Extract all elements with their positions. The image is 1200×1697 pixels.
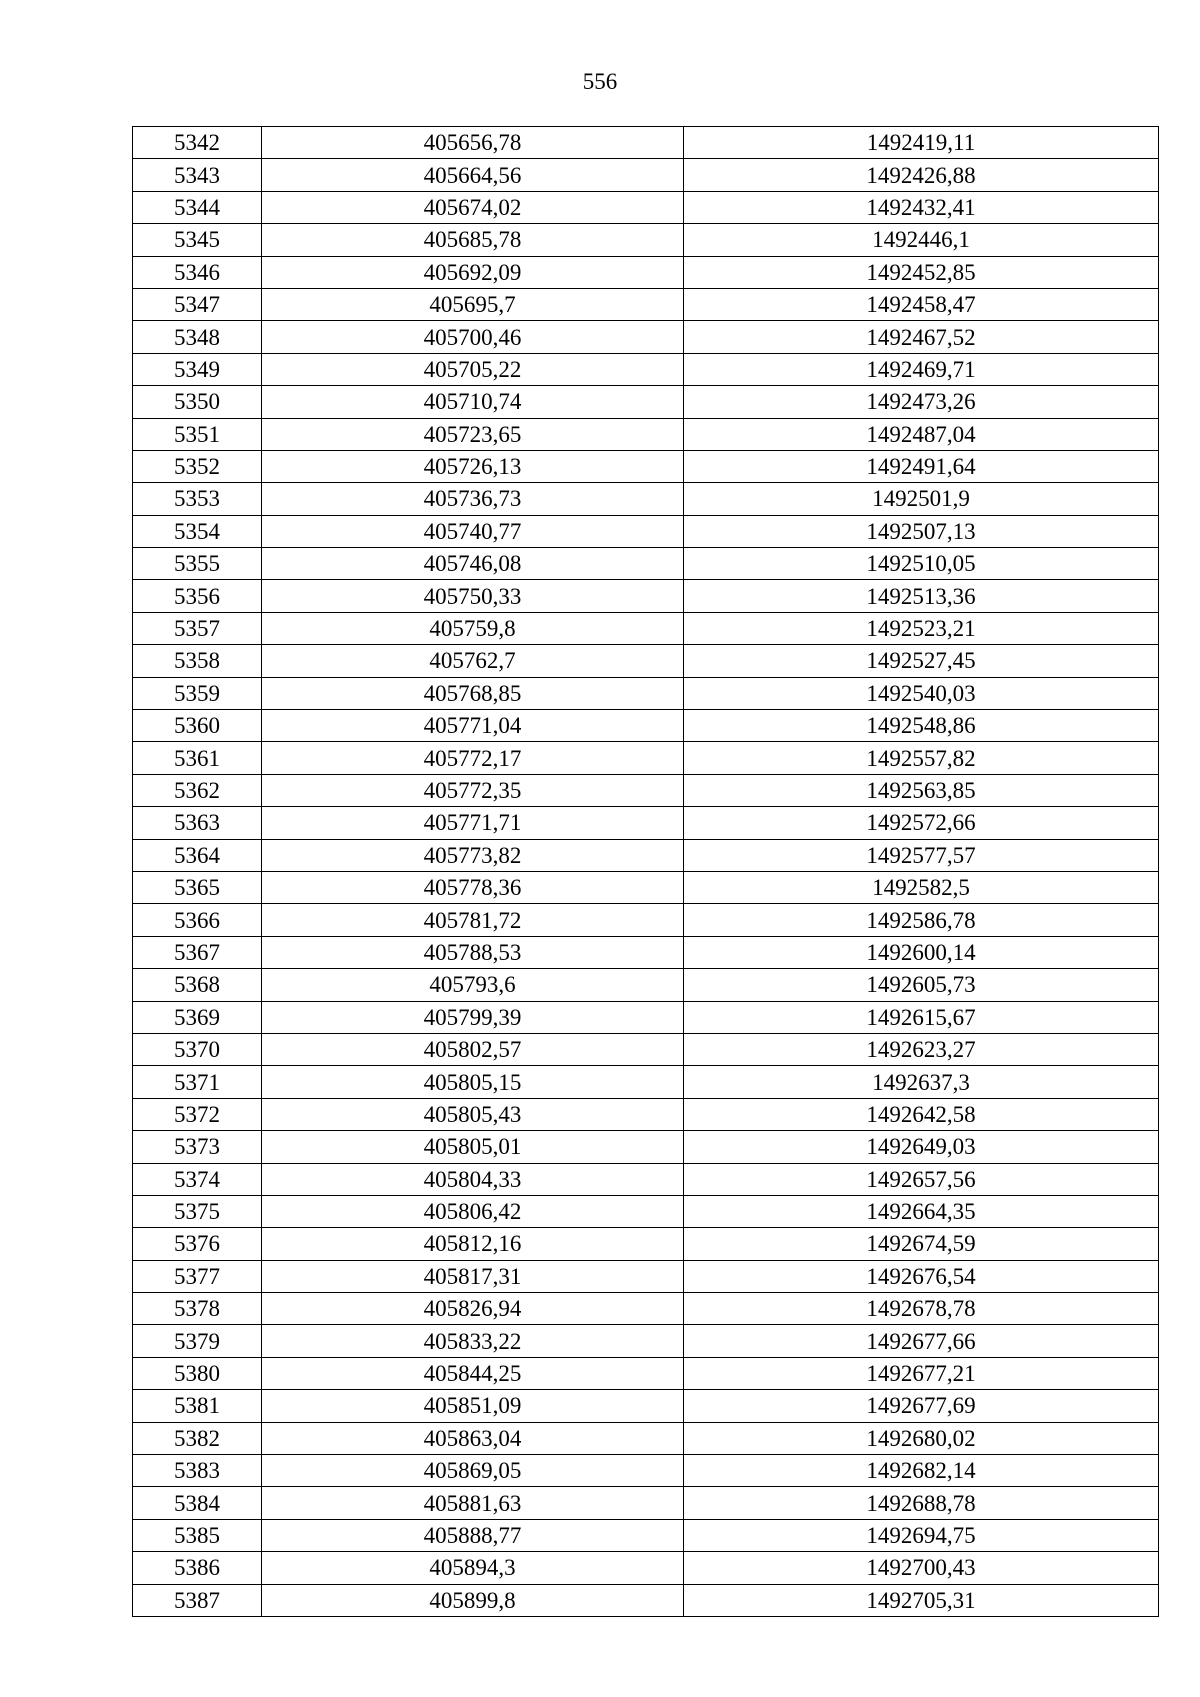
point-number-cell: 5378: [133, 1293, 262, 1325]
y-coordinate-cell: 1492680,02: [684, 1422, 1159, 1454]
point-number-cell: 5369: [133, 1001, 262, 1033]
y-coordinate-cell: 1492548,86: [684, 710, 1159, 742]
table-row: [133, 127, 1159, 159]
point-number-cell: 5373: [133, 1131, 262, 1163]
point-number-cell: 5385: [133, 1519, 262, 1551]
point-number-cell: 5368: [133, 969, 262, 1001]
x-coordinate-cell: 405768,85: [262, 677, 684, 709]
x-coordinate-cell: 405799,39: [262, 1001, 684, 1033]
table-row: [133, 904, 1159, 936]
x-coordinate-cell: 405759,8: [262, 612, 684, 644]
point-number-cell: 5383: [133, 1455, 262, 1487]
x-coordinate-cell: 405805,15: [262, 1066, 684, 1098]
table-row: [133, 191, 1159, 223]
y-coordinate-cell: 1492637,3: [684, 1066, 1159, 1098]
table-row: [133, 1163, 1159, 1195]
y-coordinate-cell: 1492523,21: [684, 612, 1159, 644]
point-number-cell: 5354: [133, 515, 262, 547]
y-coordinate-cell: 1492678,78: [684, 1293, 1159, 1325]
point-number-cell: 5376: [133, 1228, 262, 1260]
x-coordinate-cell: 405781,72: [262, 904, 684, 936]
page-number: 556: [582, 69, 618, 94]
point-number-cell: 5356: [133, 580, 262, 612]
point-number-cell: 5381: [133, 1390, 262, 1422]
y-coordinate-cell: 1492688,78: [684, 1487, 1159, 1519]
point-number-cell: 5377: [133, 1260, 262, 1292]
x-coordinate-cell: 405710,74: [262, 386, 684, 418]
y-coordinate-cell: 1492557,82: [684, 742, 1159, 774]
table-row: [133, 871, 1159, 903]
y-coordinate-cell: 1492527,45: [684, 645, 1159, 677]
y-coordinate-cell: 1492501,9: [684, 483, 1159, 515]
table-row: [133, 548, 1159, 580]
y-coordinate-cell: 1492586,78: [684, 904, 1159, 936]
x-coordinate-cell: 405869,05: [262, 1455, 684, 1487]
point-number-cell: 5362: [133, 774, 262, 806]
x-coordinate-cell: 405695,7: [262, 288, 684, 320]
y-coordinate-cell: 1492664,35: [684, 1195, 1159, 1227]
table-row: [133, 353, 1159, 385]
point-number-cell: 5360: [133, 710, 262, 742]
point-number-cell: 5379: [133, 1325, 262, 1357]
y-coordinate-cell: 1492577,57: [684, 839, 1159, 871]
table-row: [133, 1293, 1159, 1325]
table-row: [133, 839, 1159, 871]
y-coordinate-cell: 1492572,66: [684, 807, 1159, 839]
y-coordinate-cell: 1492600,14: [684, 936, 1159, 968]
x-coordinate-cell: 405778,36: [262, 871, 684, 903]
table-row: [133, 1487, 1159, 1519]
point-number-cell: 5366: [133, 904, 262, 936]
point-number-cell: 5386: [133, 1552, 262, 1584]
table-row: [133, 1552, 1159, 1584]
point-number-cell: 5343: [133, 159, 262, 191]
point-number-cell: 5371: [133, 1066, 262, 1098]
x-coordinate-cell: 405894,3: [262, 1552, 684, 1584]
y-coordinate-cell: 1492700,43: [684, 1552, 1159, 1584]
y-coordinate-cell: 1492452,85: [684, 256, 1159, 288]
x-coordinate-cell: 405723,65: [262, 418, 684, 450]
y-coordinate-cell: 1492657,56: [684, 1163, 1159, 1195]
table-row: [133, 1195, 1159, 1227]
x-coordinate-cell: 405805,43: [262, 1098, 684, 1130]
y-coordinate-cell: 1492467,52: [684, 321, 1159, 353]
table-row: [133, 1422, 1159, 1454]
point-number-cell: 5372: [133, 1098, 262, 1130]
y-coordinate-cell: 1492677,21: [684, 1357, 1159, 1389]
x-coordinate-cell: 405899,8: [262, 1584, 684, 1616]
table-row: [133, 1033, 1159, 1065]
y-coordinate-cell: 1492432,41: [684, 191, 1159, 223]
point-number-cell: 5352: [133, 450, 262, 482]
y-coordinate-cell: 1492473,26: [684, 386, 1159, 418]
point-number-cell: 5364: [133, 839, 262, 871]
table-row: [133, 580, 1159, 612]
table-row: [133, 969, 1159, 1001]
x-coordinate-cell: 405762,7: [262, 645, 684, 677]
x-coordinate-cell: 405805,01: [262, 1131, 684, 1163]
x-coordinate-cell: 405700,46: [262, 321, 684, 353]
y-coordinate-cell: 1492469,71: [684, 353, 1159, 385]
y-coordinate-cell: 1492677,69: [684, 1390, 1159, 1422]
table-row: [133, 224, 1159, 256]
y-coordinate-cell: 1492446,1: [684, 224, 1159, 256]
x-coordinate-cell: 405773,82: [262, 839, 684, 871]
point-number-cell: 5357: [133, 612, 262, 644]
table-row: [133, 321, 1159, 353]
point-number-cell: 5344: [133, 191, 262, 223]
y-coordinate-cell: 1492510,05: [684, 548, 1159, 580]
x-coordinate-cell: 405772,35: [262, 774, 684, 806]
point-number-cell: 5348: [133, 321, 262, 353]
x-coordinate-cell: 405863,04: [262, 1422, 684, 1454]
table-row: [133, 645, 1159, 677]
table-row: [133, 1131, 1159, 1163]
x-coordinate-cell: 405826,94: [262, 1293, 684, 1325]
y-coordinate-cell: 1492623,27: [684, 1033, 1159, 1065]
table-row: [133, 807, 1159, 839]
y-coordinate-cell: 1492642,58: [684, 1098, 1159, 1130]
point-number-cell: 5342: [133, 127, 262, 159]
y-coordinate-cell: 1492426,88: [684, 159, 1159, 191]
y-coordinate-cell: 1492419,11: [684, 127, 1159, 159]
y-coordinate-cell: 1492563,85: [684, 774, 1159, 806]
table-row: [133, 288, 1159, 320]
y-coordinate-cell: 1492491,64: [684, 450, 1159, 482]
table-row: [133, 677, 1159, 709]
x-coordinate-cell: 405772,17: [262, 742, 684, 774]
y-coordinate-cell: 1492705,31: [684, 1584, 1159, 1616]
table-row: [133, 1519, 1159, 1551]
x-coordinate-cell: 405817,31: [262, 1260, 684, 1292]
point-number-cell: 5361: [133, 742, 262, 774]
table-row: [133, 1584, 1159, 1616]
point-number-cell: 5347: [133, 288, 262, 320]
table-row: [133, 1228, 1159, 1260]
point-number-cell: 5351: [133, 418, 262, 450]
y-coordinate-cell: 1492605,73: [684, 969, 1159, 1001]
x-coordinate-cell: 405802,57: [262, 1033, 684, 1065]
x-coordinate-cell: 405685,78: [262, 224, 684, 256]
table-row: [133, 515, 1159, 547]
table-row: [133, 386, 1159, 418]
x-coordinate-cell: 405844,25: [262, 1357, 684, 1389]
y-coordinate-cell: 1492507,13: [684, 515, 1159, 547]
point-number-cell: 5355: [133, 548, 262, 580]
x-coordinate-cell: 405771,71: [262, 807, 684, 839]
point-number-cell: 5363: [133, 807, 262, 839]
table-row: [133, 1390, 1159, 1422]
point-number-cell: 5358: [133, 645, 262, 677]
point-number-cell: 5380: [133, 1357, 262, 1389]
y-coordinate-cell: 1492676,54: [684, 1260, 1159, 1292]
table-row: [133, 1455, 1159, 1487]
y-coordinate-cell: 1492458,47: [684, 288, 1159, 320]
point-number-cell: 5365: [133, 871, 262, 903]
point-number-cell: 5349: [133, 353, 262, 385]
point-number-cell: 5345: [133, 224, 262, 256]
y-coordinate-cell: 1492615,67: [684, 1001, 1159, 1033]
point-number-cell: 5346: [133, 256, 262, 288]
table-row: [133, 1357, 1159, 1389]
x-coordinate-cell: 405656,78: [262, 127, 684, 159]
point-number-cell: 5370: [133, 1033, 262, 1065]
coordinates-table: [132, 126, 1159, 1617]
x-coordinate-cell: 405793,6: [262, 969, 684, 1001]
table-row: [133, 1325, 1159, 1357]
x-coordinate-cell: 405833,22: [262, 1325, 684, 1357]
x-coordinate-cell: 405804,33: [262, 1163, 684, 1195]
point-number-cell: 5367: [133, 936, 262, 968]
x-coordinate-cell: 405746,08: [262, 548, 684, 580]
table-row: [133, 256, 1159, 288]
y-coordinate-cell: 1492674,59: [684, 1228, 1159, 1260]
x-coordinate-cell: 405812,16: [262, 1228, 684, 1260]
x-coordinate-cell: 405750,33: [262, 580, 684, 612]
table-row: [133, 710, 1159, 742]
x-coordinate-cell: 405705,22: [262, 353, 684, 385]
y-coordinate-cell: 1492582,5: [684, 871, 1159, 903]
point-number-cell: 5384: [133, 1487, 262, 1519]
coordinates-table-body: [133, 127, 1159, 1617]
y-coordinate-cell: 1492540,03: [684, 677, 1159, 709]
x-coordinate-cell: 405664,56: [262, 159, 684, 191]
point-number-cell: 5359: [133, 677, 262, 709]
table-row: [133, 774, 1159, 806]
point-number-cell: 5387: [133, 1584, 262, 1616]
point-number-cell: 5374: [133, 1163, 262, 1195]
point-number-cell: 5353: [133, 483, 262, 515]
y-coordinate-cell: 1492487,04: [684, 418, 1159, 450]
y-coordinate-cell: 1492694,75: [684, 1519, 1159, 1551]
y-coordinate-cell: 1492677,66: [684, 1325, 1159, 1357]
x-coordinate-cell: 405692,09: [262, 256, 684, 288]
table-row: [133, 483, 1159, 515]
point-number-cell: 5375: [133, 1195, 262, 1227]
x-coordinate-cell: 405881,63: [262, 1487, 684, 1519]
point-number-cell: 5382: [133, 1422, 262, 1454]
table-row: [133, 1260, 1159, 1292]
y-coordinate-cell: 1492513,36: [684, 580, 1159, 612]
table-row: [133, 1066, 1159, 1098]
table-row: [133, 1001, 1159, 1033]
table-row: [133, 612, 1159, 644]
table-row: [133, 936, 1159, 968]
x-coordinate-cell: 405806,42: [262, 1195, 684, 1227]
x-coordinate-cell: 405788,53: [262, 936, 684, 968]
table-row: [133, 418, 1159, 450]
x-coordinate-cell: 405726,13: [262, 450, 684, 482]
y-coordinate-cell: 1492682,14: [684, 1455, 1159, 1487]
table-row: [133, 450, 1159, 482]
table-row: [133, 159, 1159, 191]
x-coordinate-cell: 405771,04: [262, 710, 684, 742]
point-number-cell: 5350: [133, 386, 262, 418]
y-coordinate-cell: 1492649,03: [684, 1131, 1159, 1163]
x-coordinate-cell: 405736,73: [262, 483, 684, 515]
table-row: [133, 742, 1159, 774]
table-row: [133, 1098, 1159, 1130]
x-coordinate-cell: 405888,77: [262, 1519, 684, 1551]
x-coordinate-cell: 405674,02: [262, 191, 684, 223]
x-coordinate-cell: 405740,77: [262, 515, 684, 547]
x-coordinate-cell: 405851,09: [262, 1390, 684, 1422]
